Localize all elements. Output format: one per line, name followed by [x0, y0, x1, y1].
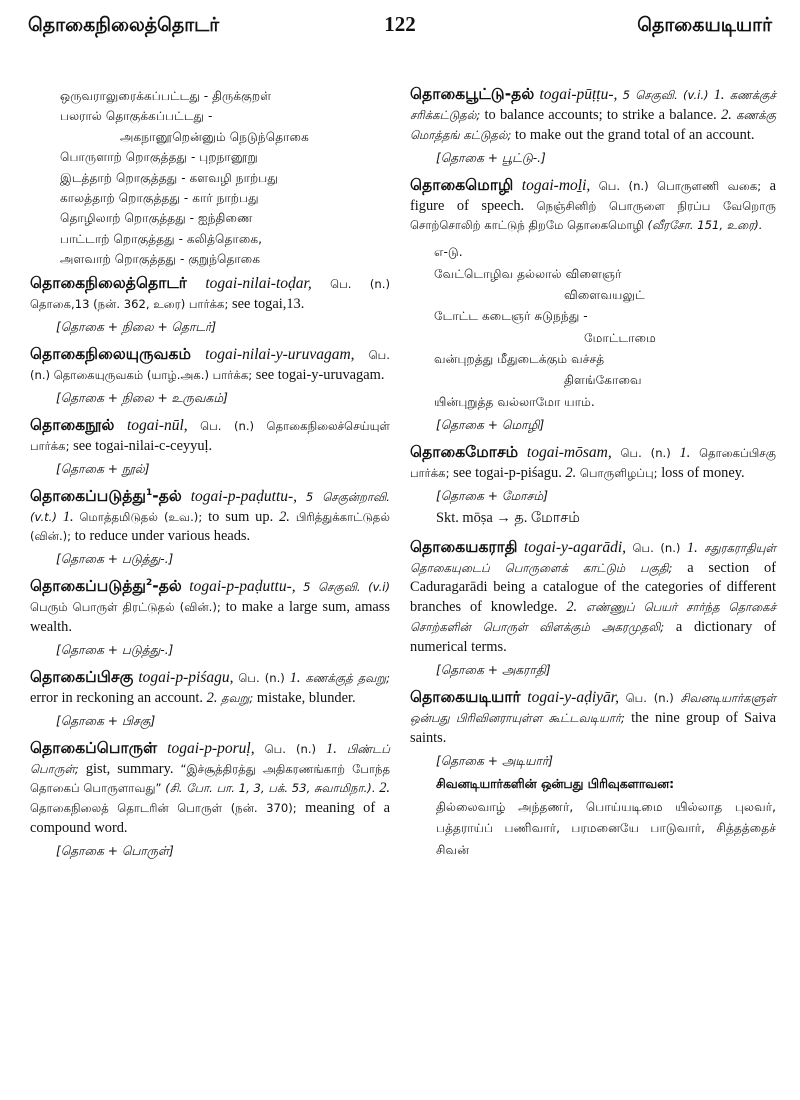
verse-line: இடத்தாற் றொகுத்தது - களவழி நாற்பது — [60, 170, 278, 185]
quotation-line: திளங்கோவை — [564, 373, 642, 388]
transliteration: togai-mōsam, — [526, 444, 612, 461]
dictionary-entry — [30, 415, 390, 478]
verse-line: பொருளாற் றொகுத்தது - புறநானூறு — [60, 150, 258, 165]
quotation-line: டோட்ட கடைஞர் சுடுநந்து - — [434, 309, 588, 324]
etymology: [தொகை + அடியார்] — [436, 753, 554, 768]
gloss-english: a dictionary of numerical terms. — [410, 619, 776, 655]
gloss-english: loss of money. — [661, 464, 745, 481]
headword: தொகைநிலையுருவகம் — [30, 345, 192, 364]
transliteration: togai-y-aḍiyār, — [527, 688, 619, 706]
homonym-number: 2 — [145, 578, 153, 589]
gloss-tamil: பொருளிழப்பு; — [579, 465, 658, 480]
gloss-english: to sum up. — [208, 508, 274, 525]
running-head — [28, 10, 772, 50]
part-of-speech: 5 செகுவி. (v.i) — [303, 580, 390, 595]
sense-number: 1. — [713, 87, 725, 103]
gloss-english: to make a large sum, amass wealth. — [30, 599, 390, 635]
gloss-tamil: தொகைப்பிசகு பார்க்க; — [410, 446, 776, 480]
gloss-tamil: கணக்குத் தவறு; — [305, 670, 390, 685]
etymology: [தொகை + அகராதி] — [436, 662, 551, 677]
transliteration: togai-p-poruḷ, — [167, 739, 255, 757]
gloss-tamil: தவறு; — [221, 690, 254, 705]
part-of-speech: பெ. (n.) — [625, 690, 674, 705]
gloss-english: see togai-p-piśagu. — [453, 464, 562, 481]
transliteration: togai-pūṭṭu-, — [539, 86, 618, 103]
gloss-tamil: பிண்டப் பொருள்; — [30, 741, 390, 776]
sense-number: 2. — [279, 508, 290, 525]
gloss-tamil: தொகைநிலைத் தொடரின் பொருள் (நன். 370); — [30, 801, 297, 816]
etymology: [தொகை + நிலை + உருவகம்] — [56, 390, 228, 405]
verse-block — [30, 86, 390, 269]
gloss-english: to balance accounts; to strike a balance. — [484, 106, 717, 123]
etymology: [தொகை + நிலை + தொடர்] — [56, 320, 217, 335]
homonym-number: 1 — [145, 487, 153, 498]
dictionary-entry — [30, 273, 390, 336]
citation: (வீரசோ. 151, உரை). — [647, 218, 763, 233]
transliteration: togai-nilai-toḍar, — [205, 275, 312, 293]
sense-number: 1. — [289, 669, 301, 686]
transliteration: togai-moḻi, — [521, 176, 591, 194]
entry-definition — [410, 442, 776, 484]
verse-line: பலரால் தொகுக்கப்பட்டது - — [60, 109, 213, 124]
gloss-english: a figure of speech. — [410, 177, 776, 214]
part-of-speech: 5 செகுன்றாவி. (v.t.) — [30, 489, 390, 524]
entry-definition — [30, 576, 390, 638]
headword-text: தொகைபூட்டு — [410, 85, 505, 103]
etymology: [தொகை + மொழி] — [436, 418, 545, 432]
headword-suffix: -தல் — [504, 85, 535, 103]
transliteration: togai-p-paḍuttu-, — [190, 487, 298, 505]
example-marker: எ-டு. — [434, 245, 463, 260]
dictionary-entry — [410, 687, 776, 862]
running-head-left: தொகைநிலைத்தொடர் — [28, 14, 220, 36]
dictionary-entry — [410, 84, 776, 167]
headword: தொகைநிலைத்தொடர் — [30, 274, 187, 293]
headword — [30, 487, 182, 505]
sense-number: 1. — [326, 740, 337, 757]
gloss-tamil: தொகையுருவகம் (யாழ்.அக.) பார்க்க; — [53, 368, 253, 382]
sense-number: 2. — [565, 464, 577, 481]
entry-definition — [30, 738, 390, 839]
gloss-english: mistake, blunder. — [256, 689, 356, 706]
entry-definition — [410, 687, 776, 749]
transliteration: togai-nūl, — [126, 416, 188, 434]
part-of-speech: பெ. (n.) — [238, 670, 285, 685]
definition-extra: நெஞ்சினிற் பொருளை நிரப்ப வேறொரு சொற்சொலிற் காட்டுந் திறமே தொகைமொழி — [410, 198, 776, 233]
headword — [410, 85, 534, 103]
dictionary-entry — [410, 537, 776, 679]
gloss-tamil: எண்ணுப் பெயர் சார்ந்த தொகைச் சொற்களின் பொருள் விளக்கும் அகரமுதலி; — [410, 600, 776, 635]
headword-suffix: -தல் — [152, 577, 182, 596]
subheading: சிவனடியார்களின் ஒன்பது பிரிவுகளாவன: — [436, 775, 675, 791]
transliteration: togai-p-piśagu, — [138, 668, 234, 686]
quotation-line: வேட்டொழிவ தல்லால் விளைஞர் — [434, 266, 622, 281]
etymology: [தொகை + மோசம்] — [436, 488, 548, 503]
transliteration: togai-y-agarādi, — [523, 538, 626, 556]
part-of-speech: பெ. (n.) — [632, 540, 681, 555]
gloss-english: meaning of a compound word. — [30, 800, 390, 837]
verse-line: அளவாற் றொகுத்தது - குறுந்தொகை — [60, 252, 261, 266]
dictionary-entry — [30, 667, 390, 730]
transliteration: togai-p-paḍuttu-, — [189, 578, 296, 596]
saints-list: தில்லைவாழ் அந்தணர், பொய்யடிமை யில்லாத புலவர், பத்தராய்ப் பணிவார், பரமனையே பாடுவார், சித்தத்தைச் சிவன் — [436, 799, 776, 858]
right-column — [410, 84, 776, 870]
quotation-line: மோட்டாமை — [584, 330, 656, 345]
sense-number: 2. — [721, 106, 732, 123]
etymology: [தொகை + நூல்] — [56, 461, 150, 476]
part-of-speech: பெ. (n.) — [620, 446, 671, 460]
gloss-english: see togai,13. — [232, 296, 305, 313]
etymology: [தொகை + படுத்து-.] — [56, 552, 174, 567]
gloss-english: to make out the grand total of an account. — [515, 126, 755, 143]
gloss-tamil: கணக்கு மொத்தங் கட்டுதல்; — [410, 107, 776, 142]
entry-definition — [410, 84, 776, 146]
etymology: [தொகை + பூட்டு-.] — [436, 150, 546, 165]
sense-number: 2. — [566, 599, 578, 616]
headword-suffix: -தல் — [152, 486, 182, 505]
running-head-right: தொகையடியார் — [637, 14, 772, 36]
gloss-english: error in reckoning an account. — [30, 689, 204, 706]
citation: (சி. போ. பா. 1, 3, பக். 53, சுவாமிநா.). — [165, 781, 376, 796]
dictionary-entry — [30, 576, 390, 659]
gloss-tamil: கணக்குச் சரிக்கட்டுதல்; — [410, 88, 776, 122]
dictionary-entry — [30, 738, 390, 860]
page-number: 122 — [384, 12, 416, 36]
entry-definition — [410, 537, 776, 658]
entry-definition — [30, 273, 390, 315]
headword-text: தொகைப்படுத்து — [30, 577, 146, 596]
entry-definition — [30, 344, 390, 386]
gloss-english: gist, summary. — [85, 760, 174, 777]
etymology: [தொகை + பொருள்] — [56, 844, 174, 858]
quotation-line: விளைவயலுட் — [564, 287, 645, 302]
dictionary-entry — [30, 344, 390, 407]
headword-text: தொகைப்படுத்து — [30, 486, 146, 505]
gloss-tamil: தொகைநிலைச்செய்யுள் பார்க்க; — [30, 418, 390, 453]
gloss-tamil: பிரித்துக்காட்டுதல் (வின்.); — [30, 509, 390, 544]
dictionary-entry — [410, 442, 776, 529]
part-of-speech: 5 செகுவி. (v.i.) — [622, 88, 709, 102]
gloss-tamil: மொத்தமிடுதல் (உவ.); — [79, 509, 203, 524]
part-of-speech: பெ. (n.) — [264, 741, 317, 756]
sense-number: 1. — [686, 539, 698, 556]
gloss-english: see togai-nilai-c-ceyyuḷ. — [73, 437, 213, 454]
headword — [30, 577, 182, 595]
sense-number: 2. — [206, 689, 218, 706]
verse-line: ஒருவராலுரைக்கப்பட்டது - திருக்குறள் — [60, 89, 272, 103]
gloss-tamil: சிவனடியார்களுள் ஒன்பது பிரிவினராயுள்ள கூட்டவடியார்; — [410, 690, 776, 725]
dictionary-entry — [410, 175, 776, 434]
gloss-tamil: சதுரகராதியுள் தொகையுடைப் பொருளைக் காட்டும் பகுதி; — [410, 540, 776, 575]
part-of-speech: பெ. (n.) — [330, 277, 390, 292]
headword: தொகைப்பிசகு — [30, 667, 134, 686]
entry-definition — [30, 486, 390, 548]
part-of-speech: பெ. (n.) — [200, 418, 255, 433]
entry-definition — [30, 415, 390, 457]
gloss-english: the nine group of Saiva saints. — [410, 709, 777, 746]
sense-number: 2. — [379, 780, 390, 797]
quotation-line: வன்புறத்து மீதுடைக்கும் வச்சத் — [434, 351, 605, 366]
headword: தொகைநூல் — [30, 415, 115, 434]
quotation: “இச்சூத்திரத்து அதிகரணங்காற் போந்த தொகைப் பொருளாவது” — [30, 761, 390, 796]
dictionary-entry — [30, 486, 390, 569]
gloss-english: a section of Caduragarādi being a catalogue of the categories of different branches of knowledge. — [410, 559, 776, 616]
quotation-block — [434, 242, 776, 413]
quotation-line: யின்புறுத்த வல்லாமோ யாம். — [434, 394, 595, 409]
transliteration: togai-nilai-y-uruvagam, — [205, 346, 355, 364]
headword: தொகைமொழி — [410, 175, 514, 194]
gloss-tamil: தொகை,13 (நன். 362, உரை) பார்க்க; — [30, 297, 229, 312]
gloss-english: to reduce under various heads. — [74, 528, 251, 545]
gloss-tamil: பெரும் பொருள் திரட்டுதல் (வின்.); — [30, 600, 221, 615]
verse-line: பாட்டாற் றொகுத்தது - கலித்தொகை, — [60, 231, 263, 246]
entry-definition — [410, 175, 776, 237]
etymology: [தொகை + படுத்து-.] — [56, 642, 174, 657]
headword: தொகையடியார் — [410, 687, 521, 706]
part-of-speech: பெ. (n.) — [30, 348, 390, 382]
part-of-speech: பெ. (n.) — [598, 178, 649, 193]
sense-number: 1. — [62, 508, 74, 525]
headword: தொகைமோசம் — [410, 443, 519, 461]
entry-definition — [30, 667, 390, 709]
headword: தொகைப்பொருள் — [30, 738, 158, 757]
left-column — [30, 86, 390, 868]
verse-line: காலத்தாற் றொகுத்தது - கார் நாற்பது — [60, 190, 259, 205]
gloss-tamil: பொருளணி வகை; — [657, 178, 762, 193]
etymology: [தொகை + பிசகு] — [56, 713, 156, 728]
gloss-english: see togai-y-uruvagam. — [255, 367, 385, 383]
headword: தொகையகராதி — [410, 537, 518, 556]
sanskrit-origin: Skt. mōṣa → த. மோசம் — [436, 509, 580, 526]
verse-line: அகநானூறென்னும் நெடுந்தொகை — [120, 129, 309, 144]
sense-number: 1. — [679, 445, 691, 461]
verse-line: தொழிலாற் றொகுத்தது - ஐந்திணை — [60, 211, 253, 226]
